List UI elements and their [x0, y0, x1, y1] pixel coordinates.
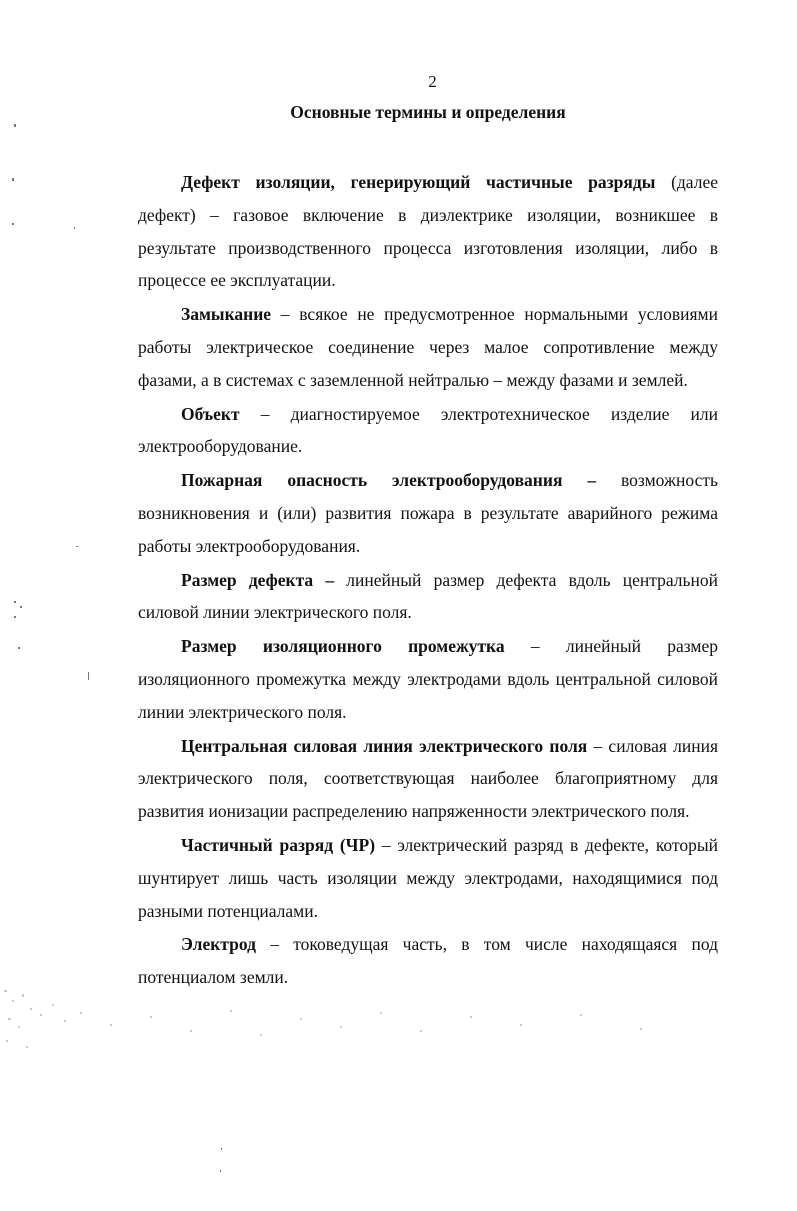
term-definition: (далее дефект) – газовое включение в диэлектрике изоляции, возникшее в результате производственного процесса изготовления изоляции, либо в процессе ее эксплуатации. [138, 172, 718, 291]
term-definition: – диагностируемое электротехническое изделие или электрооборудование. [138, 403, 718, 457]
term-entry [138, 398, 718, 464]
term-definition: – электрический разряд в дефекте, который шунтирует лишь часть изоляции между электродами, находящимися под разными потенциалами. [138, 834, 718, 921]
term-definition: – линейный размер изоляционного промежутка между электродами вдоль центральной силовой линии электрического поля. [138, 636, 718, 722]
term-name: Размер дефекта – [181, 569, 335, 590]
term-definition: – всякое не предусмотренное нормальными условиями работы электрическое соединение через малое сопротивление между фазами, а в системах с заземленной нейтралью – между фазами и землей. [138, 304, 718, 390]
term-entry [138, 630, 718, 728]
term-name: Объект [181, 403, 240, 424]
term-entry [138, 464, 718, 562]
term-name: Частичный разряд (ЧР) [181, 834, 376, 855]
term-name: Центральная силовая линия электрического поля [181, 735, 588, 756]
term-name: Электрод [181, 934, 256, 955]
term-definition: линейный размер дефекта вдоль центральной силовой линии электрического поля. [138, 569, 718, 623]
term-name: Размер изоляционного промежутка [181, 636, 505, 657]
term-entry [138, 928, 718, 994]
term-name: Пожарная опасность электрооборудования – [181, 470, 597, 491]
term-entry [138, 298, 718, 396]
page-number: 2 [428, 72, 437, 91]
term-entry [138, 564, 718, 630]
term-entry [138, 829, 718, 927]
term-definition: возможность возникновения и (или) развития пожара в результате аварийного режима работы электрооборудования. [138, 470, 718, 556]
term-name: Дефект изоляции, генерирующий частичные разряды [181, 172, 656, 192]
term-entry [138, 166, 718, 297]
term-definition: – силовая линия электрического поля, соответствующая наиболее благоприятному для развития ионизации распределению напряженности электрического поля. [138, 735, 718, 822]
term-entry [138, 730, 718, 828]
term-name: Замыкание [181, 304, 272, 325]
terms-list [138, 166, 718, 995]
page-title: Основные термины и определения [290, 102, 566, 122]
term-definition: – токоведущая часть, в том числе находящаяся под потенциалом земли. [138, 934, 718, 988]
